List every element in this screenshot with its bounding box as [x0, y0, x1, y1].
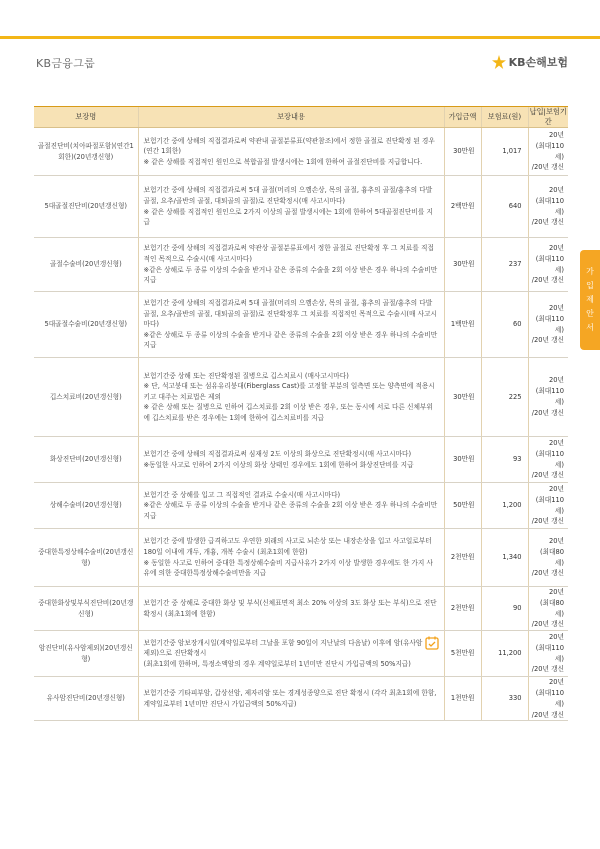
- period-line: (최대110세): [535, 387, 564, 406]
- coverage-detail: 보험기간 중 상해로 중대한 화상 및 부식(신체표면적 최소 20% 이상의 3도 화상 또는 부식)으로 진단확정시 (최초1회에 한함): [138, 587, 444, 631]
- payment-insurance-period: [528, 587, 568, 631]
- premium-value: 640: [481, 176, 528, 238]
- premium-value: 1,200: [481, 483, 528, 529]
- coverage-amount: 30만원: [444, 358, 481, 437]
- calendar-check-icon: [425, 636, 439, 650]
- col-header-premium: 보험료(원): [481, 107, 528, 128]
- period-line: (최대80세): [539, 598, 564, 618]
- kb-insurance-label: KB손해보험: [508, 56, 568, 69]
- period-line: (최대110세): [535, 449, 564, 469]
- premium-value: 93: [481, 437, 528, 483]
- table-row: [34, 176, 568, 238]
- period-line: 20년: [549, 588, 564, 596]
- table-row: [34, 292, 568, 358]
- side-tab-char: 입: [586, 281, 594, 290]
- table-row: [34, 529, 568, 587]
- coverage-amount: 2백만원: [444, 176, 481, 238]
- period-line: 20년: [549, 633, 564, 642]
- period-line: 20년: [549, 130, 564, 139]
- table-row: [34, 677, 568, 721]
- coverage-detail: 보험기간 중에 상해의 직접결과로써 5대 골절(머리의 으깸손상, 목의 골절, 흉추의 골절/흉추의 다발골절, 요추/골반의 골절, 대퇴골의 골절)로 진단확정시(매 사고시마다) ※ 같은 상해를 직접적인 원인으로 2가지 이상의 골절 발생시에는 1회에 한하여 5대골절진단비를 지급: [138, 176, 444, 238]
- side-tab-char: 가: [586, 267, 594, 276]
- premium-value: 11,200: [481, 631, 528, 677]
- coverage-name: 5대골절진단비(20년갱신형): [34, 176, 138, 238]
- period-line: 20년: [549, 243, 564, 252]
- period-line: /20년 갱신: [531, 408, 564, 417]
- payment-insurance-period: [528, 529, 568, 587]
- coverage-amount: 2천만원: [444, 529, 481, 587]
- coverage-detail: 보험기간중 기타피부암, 갑상선암, 제자리암 또는 경계성종양으로 진단 확정시 (각각 최초1회에 한함, 계약일로부터 1년미만 진단시 가입금액의 50%지급): [138, 677, 444, 721]
- premium-value: 90: [481, 587, 528, 631]
- col-header-period: 납입|보험기간: [529, 107, 567, 126]
- table-row: [34, 358, 568, 437]
- period-line: /20년 갱신: [531, 218, 564, 227]
- period-line: /20년 갱신: [531, 336, 564, 345]
- period-line: /20년 갱신: [531, 471, 564, 480]
- period-line: /20년 갱신: [531, 517, 564, 526]
- payment-insurance-period: [528, 631, 568, 677]
- payment-insurance-period: [528, 292, 568, 358]
- payment-insurance-period: [528, 176, 568, 238]
- table-row: [34, 238, 568, 292]
- period-line: 20년: [549, 303, 564, 312]
- period-line: 20년: [549, 484, 564, 493]
- coverage-amount: 1백만원: [444, 292, 481, 358]
- top-accent-bar: [0, 36, 600, 39]
- period-line: 20년: [549, 438, 564, 447]
- coverage-amount: 30만원: [444, 238, 481, 292]
- coverage-detail: 보험기간중 상해 또는 진단확정된 질병으로 깁스치료시 (매사고시마다) ※ 단, 석고붕대 또는 섬유유리붕대(Fiberglass Cast)를 고정할 부분의 일측면 또는 양측면에 적용시키고 대주는 치료법은 제외 ※ 같은 상해 또는 질병으로 인하여 깁스치료를 2회 이상 받은 경우, 또는 동시에 서로 다른 신체부위에 깁스치료를 받은 경우에는 1회에 한하여 깁스치료비를 지급: [138, 358, 444, 437]
- side-tab-proposal[interactable]: [580, 250, 600, 350]
- coverage-detail: 보험기간 중에 상해의 직접결과로써 5대 골절(머리의 으깸손상, 목의 골절, 흉추의 골절/흉추의 다발골절, 요추/골반의 골절, 대퇴골의 골절)로 진단확정후 그 치료를 직접적인 목적으로 수술시(매 사고시마다) ※같은 상해로 두 종류 이상의 수술을 받거나 같은 종류의 수술을 2회 이상 받은 경우 하나의 수술비만 지급: [138, 292, 444, 358]
- period-line: 20년: [549, 536, 564, 545]
- premium-value: 330: [481, 677, 528, 721]
- premium-value: 225: [481, 358, 528, 437]
- col-header-amount: 가입금액: [444, 107, 481, 128]
- period-line: (최대80세): [539, 547, 564, 567]
- coverage-detail: 보험기간중 암보장개시일(계약일로부터 그날을 포함 90일이 지난날의 다음날) 이후에 암(유사암 제외)으로 진단확정시 (최초1회에 한하며, 특정소액암의 경우 계약일로부터 1년미만 진단시 가입금액의 50%지급): [138, 631, 444, 677]
- period-line: /20년 갱신: [531, 620, 564, 629]
- coverage-amount: 5천만원: [444, 631, 481, 677]
- table-row: [34, 631, 568, 677]
- premium-value: 60: [481, 292, 528, 358]
- period-line: 20년: [549, 678, 564, 687]
- coverage-amount: 1천만원: [444, 677, 481, 721]
- period-line: (최대110세): [535, 254, 564, 274]
- period-line: 20년: [549, 376, 564, 385]
- coverage-detail: 보험기간 중에 상해의 직접결과로써 약관상 골절분류표에서 정한 골절로 진단확정 후 그 치료를 직접적인 목적으로 수술시(매 사고시마다) ※같은 상해로 두 종류 이상의 수술을 받거나 같은 종류의 수술을 2회 이상 받은 경우 하나의 수술비만 지급: [138, 238, 444, 292]
- period-line: /20년 갱신: [531, 569, 564, 578]
- premium-value: 237: [481, 238, 528, 292]
- coverage-table: [34, 106, 568, 721]
- side-tab-char: 제: [586, 295, 594, 304]
- period-line: 20년: [549, 185, 564, 194]
- table-row: [34, 587, 568, 631]
- coverage-name: 5대골절수술비(20년갱신형): [34, 292, 138, 358]
- coverage-name: 중대한화상및부식진단비(20년갱신형): [34, 587, 138, 631]
- payment-insurance-period: [528, 238, 568, 292]
- period-line: /20년 갱신: [531, 710, 564, 719]
- payment-insurance-period: [528, 128, 568, 176]
- coverage-name: 상해수술비(20년갱신형): [34, 483, 138, 529]
- coverage-amount: 2천만원: [444, 587, 481, 631]
- coverage-name: 중대한특정상해수술비(20년갱신형): [34, 529, 138, 587]
- coverage-name: 암진단비(유사암제외)(20년갱신형): [34, 631, 138, 677]
- col-header-coverage-detail: 보장내용: [138, 107, 444, 128]
- period-line: (최대110세): [535, 643, 564, 663]
- period-line: (최대110세): [535, 196, 564, 216]
- coverage-name: 화상진단비(20년갱신형): [34, 437, 138, 483]
- premium-value: 1,017: [481, 128, 528, 176]
- table-header-row: [34, 107, 568, 128]
- period-line: /20년 갱신: [531, 665, 564, 674]
- coverage-detail: 보험기간 중에 발생한 급격하고도 우연한 외래의 사고로 뇌손상 또는 내장손상을 입고 사고일로부터 180일 이내에 개두, 개흉, 개복 수술시 (최초1회에 한함) ※ 동일한 사고로 인하여 중대한 특정상해수술비 지급사유가 2가지 이상 발생한 경우에도 한 가지 사유에 의한 중대한특정상해수술비만을 지급: [138, 529, 444, 587]
- period-line: (최대110세): [535, 495, 564, 515]
- kb-insurance-logo: [492, 54, 568, 70]
- col-header-coverage-name: 보장명: [34, 107, 138, 128]
- payment-insurance-period: [528, 358, 568, 437]
- coverage-detail: 보험기간 중 상해를 입고 그 직접적인 결과로 수술시(매 사고시마다) ※같은 상해로 두 종류 이상의 수술을 받거나 같은 종류의 수술을 2회 이상 받은 경우 하나의 수술비만 지급: [138, 483, 444, 529]
- kb-star-icon: [492, 55, 506, 69]
- period-line: /20년 갱신: [531, 276, 564, 285]
- kb-financial-group-logo: KB금융그룹: [36, 57, 96, 70]
- coverage-name: 유사암진단비(20년갱신형): [34, 677, 138, 721]
- period-line: /20년 갱신: [531, 163, 564, 172]
- table-row: [34, 483, 568, 529]
- coverage-amount: 30만원: [444, 437, 481, 483]
- coverage-name: 골절진단비(치아파절포함)(연간1회한)(20년갱신형): [34, 128, 138, 176]
- payment-insurance-period: [528, 437, 568, 483]
- coverage-name: 깁스치료비(20년갱신형): [34, 358, 138, 437]
- period-line: (최대110세): [535, 141, 564, 161]
- payment-insurance-period: [528, 483, 568, 529]
- period-line: (최대110세): [535, 314, 564, 334]
- coverage-detail: 보험기간 중에 상해의 직접결과로써 약관내 골절분류표(약관참조)에서 정한 골절로 진단확정 된 경우 (연간 1회한) ※ 같은 상해를 직접적인 원인으로 복합골절 발생시에는 1회에 한하여 골절진단비를 지급합니다.: [138, 128, 444, 176]
- payment-insurance-period: [528, 677, 568, 721]
- table-row: [34, 437, 568, 483]
- coverage-amount: 30만원: [444, 128, 481, 176]
- premium-value: 1,340: [481, 529, 528, 587]
- coverage-name: 골절수술비(20년갱신형): [34, 238, 138, 292]
- side-tab-char: 서: [586, 323, 594, 332]
- coverage-amount: 50만원: [444, 483, 481, 529]
- period-line: (최대110세): [535, 688, 564, 708]
- coverage-detail: 보험기간 중에 상해의 직접결과로써 심재성 2도 이상의 화상으로 진단확정시(매 사고시마다) ※동일한 사고로 인하여 2가지 이상의 화상 상태인 경우에도 1회에 한하여 화상진단비를 지급: [138, 437, 444, 483]
- side-tab-char: 안: [586, 309, 594, 318]
- table-row: [34, 128, 568, 176]
